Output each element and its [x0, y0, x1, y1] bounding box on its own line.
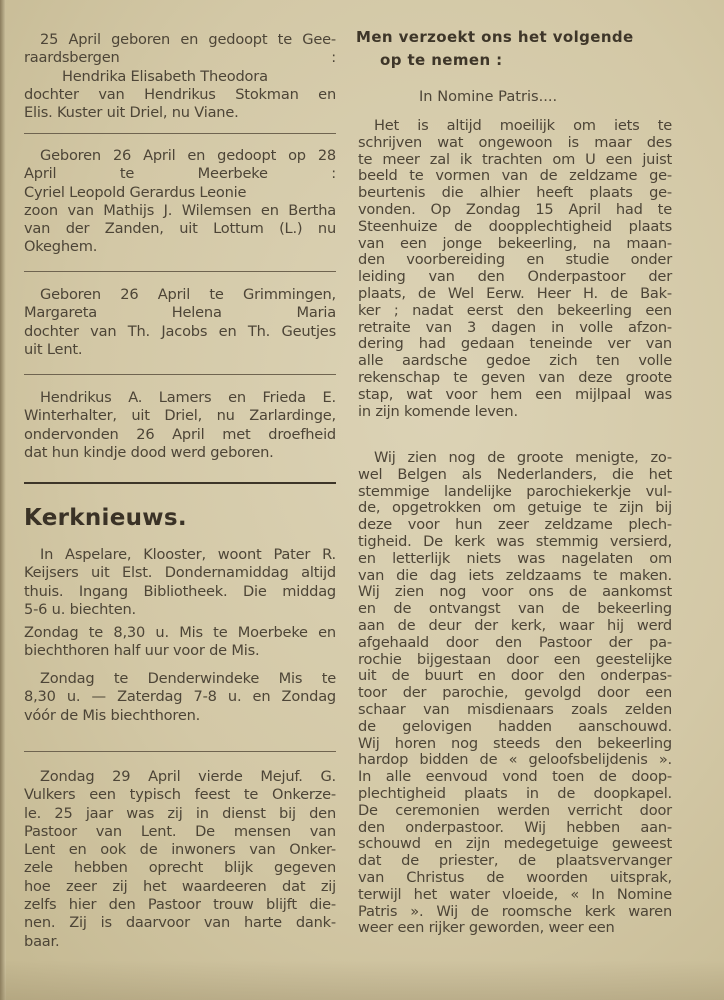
- text-line: hardop bidden de « geloofsbelijdenis ».: [358, 751, 672, 769]
- text-line: Keijsers uit Elst. Dondernamiddag altijd: [24, 564, 336, 582]
- text-line: biechthoren half uur voor de Mis.: [24, 642, 260, 660]
- text-line: Wij zien nog voor ons de aankomst: [358, 583, 672, 601]
- text-line: dochter van Th. Jacobs en Th. Geutjes: [24, 322, 336, 340]
- divider: [24, 374, 336, 375]
- text-line: April te Meerbeke :: [24, 165, 336, 183]
- text-line: Winterhalter, uit Driel, nu Zarlardinge,: [24, 407, 336, 425]
- section-heading: Kerknieuws.: [24, 505, 187, 531]
- text-line: retraite van 3 dagen in volle afzon-: [358, 318, 672, 336]
- text-line: schaar van misdienaars zoals zelden: [358, 700, 672, 718]
- text-line: Elis. Kuster uit Driel, nu Viane.: [24, 104, 239, 122]
- divider: [24, 133, 336, 134]
- text-line: leiding van den Onderpastoor der: [358, 268, 672, 286]
- text-line: Pastoor van Lent. De mensen van: [24, 822, 336, 840]
- text-line: De ceremonien werden verricht door: [358, 801, 672, 819]
- text-line: 5-6 u. biechten.: [24, 600, 136, 618]
- text-line: thuis. Ingang Bibliotheek. Die middag: [24, 582, 336, 600]
- text-line: alle aardsche gedoe zich ten volle: [358, 352, 672, 370]
- text-line: Zondag te 8,30 u. Mis te Moerbeke en: [24, 624, 336, 641]
- text-line: te meer zal ik trachten om U een juist: [358, 150, 672, 168]
- text-line: rekenschap te geven van deze groote: [358, 368, 672, 386]
- text-line: ker ; nadat eerst den bekeerling een: [358, 301, 672, 319]
- text-line: schouwd en zijn medegetuige geweest: [358, 835, 672, 853]
- text-line: dering had gedaan teneinde ver van: [358, 335, 672, 353]
- text-line: stemmige landelijke parochiekerkje vul-: [358, 482, 672, 500]
- text-line: en de ontvangst van de bekeerling: [358, 600, 672, 618]
- text-line: hoe zeer zij het waardeeren dat zij: [24, 877, 336, 895]
- text-line: deze voor hun zeer zeldzame plech-: [358, 516, 672, 534]
- text-line: van der Zanden, uit Lottum (L.) nu: [24, 220, 336, 238]
- text-line: den onderpastoor. Wij hebben aan-: [358, 818, 672, 836]
- page-shadow: [0, 960, 724, 1000]
- text-line: Lent en ook de inwoners van Onker-: [24, 841, 336, 859]
- page-edge: [0, 0, 6, 1000]
- birth-notice-2: [24, 147, 336, 257]
- text-line: Okeghem.: [24, 238, 98, 256]
- text-line: rochie bijgestaan door een geestelijke: [358, 650, 672, 668]
- text-line: ondervonden 26 April met droefheid: [24, 425, 336, 443]
- text-line: Cyriel Leopold Gerardus Leonie: [24, 183, 247, 201]
- divider: [24, 751, 336, 752]
- church-news-3: [24, 670, 336, 725]
- article-heading: Men verzoekt ons het volgende: [356, 28, 634, 46]
- text-line: dat hun kindje dood werd geboren.: [24, 443, 274, 461]
- text-line: vonden. Op Zondag 15 April had te: [358, 200, 672, 218]
- text-line: toor der parochie, gevolgd door een: [358, 684, 672, 702]
- stillbirth-notice: [24, 389, 336, 462]
- birth-notice-3: [24, 286, 336, 359]
- text-line: Steenhuize de doopplechtigheid plaats: [358, 217, 672, 235]
- article-paragraph-1: [358, 118, 672, 420]
- text-line: plaats, de Wel Eerw. Heer H. de Bak-: [358, 284, 672, 302]
- text-line: plechtigheid plaats in de doopkapel.: [358, 784, 672, 802]
- text-line: beeld te vormen van de zeldzame ge-: [358, 167, 672, 185]
- text-line: wel Belgen als Nederlanders, die het: [358, 465, 672, 483]
- text-line: zoon van Mathijs J. Wilemsen en Bertha: [24, 201, 336, 219]
- text-line: le. 25 jaar was zij in dienst bij den: [24, 804, 336, 822]
- article-paragraph-2: [358, 450, 672, 937]
- text-line: beurtenis die alhier heeft plaats ge-: [358, 184, 672, 202]
- text-line: en letterlijk niets was nagelaten om: [358, 549, 672, 567]
- text-line: Het is altijd moeilijk om iets te: [374, 117, 672, 134]
- text-line: Patris ». Wij de roomsche kerk waren: [358, 902, 672, 920]
- text-line: dochter van Hendrikus Stokman en: [24, 85, 336, 103]
- text-line: Wij horen nog steeds den bekeerling: [358, 734, 672, 752]
- text-line: 25 April geboren en gedoopt te Gee-: [40, 31, 336, 48]
- article-heading-2: op te nemen :: [380, 51, 503, 69]
- text-line: vóór de Mis biechthoren.: [24, 706, 201, 724]
- text-line: Geboren 26 April en gedoopt op 28: [40, 147, 336, 164]
- text-line: Zondag te Denderwindeke Mis te: [40, 670, 336, 687]
- text-line: Vulkers een typisch feest te Onkerze-: [24, 786, 336, 804]
- text-line: nen. Zij is daarvoor van harte dank-: [24, 914, 336, 932]
- text-line: terwijl het water vloeide, « In Nomine: [358, 885, 672, 903]
- text-line: schrijven wat ongewoon is maar des: [358, 133, 672, 151]
- text-line: tigheid. De kerk was stemmig versierd,: [358, 532, 672, 550]
- text-line: de gelovigen hadden aanschouwd.: [358, 717, 672, 735]
- text-line: afgehaald door den Pastoor der pa-: [358, 633, 672, 651]
- text-line: van Christus de woorden uitsprak,: [358, 868, 672, 886]
- text-line: In Aspelare, Klooster, woont Pater R.: [40, 546, 336, 563]
- birth-notice-1: [24, 31, 336, 122]
- text-line: van die dag iets zeldzaams te maken.: [358, 566, 672, 584]
- jubilee-article: [24, 768, 336, 951]
- divider: [24, 271, 336, 272]
- text-line: stap, wat voor hem een mijlpaal was: [358, 385, 672, 403]
- text-line: uit Lent.: [24, 340, 83, 358]
- text-line: weer een rijker geworden, weer een: [358, 919, 615, 937]
- text-line: Hendrikus A. Lamers en Frieda E.: [40, 389, 336, 406]
- text-line: uit de buurt en door den onderpas-: [358, 667, 672, 685]
- text-line: aan de deur der kerk, waar hij werd: [358, 616, 672, 634]
- text-line: zelfs hier den Pastoor trouw blijft die-: [24, 896, 336, 914]
- church-news-1: [24, 546, 336, 619]
- text-line: baar.: [24, 932, 60, 950]
- text-line: van een jonge bekeerling, na maan-: [358, 234, 672, 252]
- text-line: de, opgetrokken om getuige te zijn bij: [358, 499, 672, 517]
- section-divider: [24, 482, 336, 484]
- text-line: 8,30 u. — Zaterdag 7-8 u. en Zondag: [24, 688, 336, 706]
- article-subtitle: In Nomine Patris....: [419, 88, 558, 105]
- text-line: Geboren 26 April te Grimmingen,: [40, 286, 336, 303]
- text-line: zele hebben oprecht blijk gegeven: [24, 859, 336, 877]
- text-line: in zijn komende leven.: [358, 402, 518, 420]
- text-line: dat de priester, de plaatsvervanger: [358, 852, 672, 870]
- church-news-2: [24, 624, 336, 661]
- text-line: Margareta Helena Maria: [24, 304, 336, 322]
- text-line: raardsbergen :: [24, 49, 336, 67]
- text-line: den voorbereiding en studie onder: [358, 251, 672, 269]
- text-line: In alle eenvoud vond toen de doop-: [358, 768, 672, 786]
- text-line: Wij zien nog de groote menigte, zo-: [374, 449, 672, 466]
- text-line: Zondag 29 April vierde Mejuf. G.: [40, 768, 336, 785]
- text-line: Hendrika Elisabeth Theodora: [62, 67, 268, 85]
